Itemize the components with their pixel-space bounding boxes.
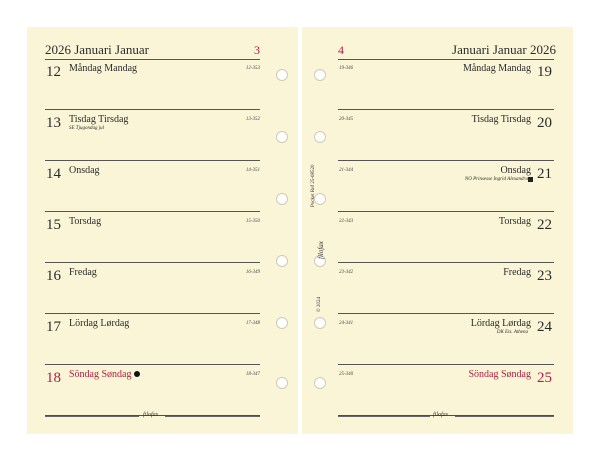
day-name: Onsdag — [69, 165, 100, 176]
day-of-year-code: 14-351 — [245, 168, 260, 173]
day-name: Onsdag — [500, 165, 531, 176]
day-name: Tisdag Tirsdag — [69, 114, 129, 125]
day-row — [27, 163, 298, 214]
binder-hole — [276, 193, 288, 205]
day-of-year-code: 24-341 — [339, 321, 354, 326]
binder-hole — [276, 317, 288, 329]
day-row — [302, 265, 573, 316]
day-bottom-rule — [338, 109, 554, 110]
day-bottom-rule — [338, 313, 554, 314]
right-footer-rule-a — [338, 416, 430, 417]
binder-hole — [314, 317, 326, 329]
day-row — [302, 112, 573, 163]
day-of-year-code: 23-342 — [339, 270, 354, 275]
day-of-year-code: 12-353 — [245, 66, 260, 71]
left-header-title: 2026 Januari Januar — [45, 42, 149, 57]
right-page — [302, 27, 573, 434]
left-header-rule — [45, 59, 260, 60]
day-of-year-code: 13-352 — [245, 117, 260, 122]
day-bottom-rule — [45, 364, 260, 365]
day-number: 24 — [537, 319, 552, 335]
day-number: 15 — [46, 217, 61, 233]
day-row — [302, 163, 573, 214]
day-name: Lördag Lørdag — [470, 318, 531, 329]
day-name: Söndag Søndag — [468, 369, 531, 380]
day-row — [27, 214, 298, 265]
binder-hole — [276, 377, 288, 389]
day-row — [302, 316, 573, 367]
day-number: 19 — [537, 64, 552, 80]
day-number: 22 — [537, 217, 552, 233]
day-of-year-code: 20-345 — [339, 117, 354, 122]
day-row — [302, 214, 573, 265]
center-logo: filofax — [317, 241, 325, 259]
day-row — [302, 61, 573, 112]
day-number: 16 — [46, 268, 61, 284]
right-week-number: 4 — [338, 43, 344, 57]
right-header-title: Januari Januar 2026 — [452, 42, 556, 57]
day-name: Lördag Lørdag — [69, 318, 130, 329]
day-row — [27, 265, 298, 316]
day-name: Tisdag Tirsdag — [471, 114, 531, 125]
day-name: Söndag Søndag — [69, 369, 132, 380]
left-footer-logo: filofax — [143, 412, 159, 418]
day-row — [27, 112, 298, 163]
day-number: 23 — [537, 268, 552, 284]
day-bottom-rule — [45, 313, 260, 314]
day-of-year-code: 21-344 — [339, 168, 354, 173]
day-name: Fredag — [503, 267, 531, 278]
day-of-year-code: 16-349 — [245, 270, 260, 275]
day-bottom-rule — [338, 160, 554, 161]
day-number: 14 — [46, 166, 61, 182]
center-copyright: © 2024 — [317, 296, 322, 312]
day-row — [302, 367, 573, 418]
day-number: 13 — [46, 115, 61, 131]
left-footer-rule-a — [45, 416, 139, 417]
day-number: 17 — [46, 319, 61, 335]
day-of-year-code: 22-343 — [339, 219, 354, 224]
day-bottom-rule — [338, 364, 554, 365]
day-of-year-code: 19-346 — [339, 66, 354, 71]
day-name: Måndag Mandag — [462, 63, 531, 74]
binder-hole — [314, 131, 326, 143]
day-row — [27, 367, 298, 418]
binder-hole — [276, 255, 288, 267]
day-name: Torsdag — [69, 216, 102, 227]
binder-hole — [314, 377, 326, 389]
center-ref: Pocket Ref 25-68520 — [311, 164, 316, 207]
left-footer-rule-b — [165, 416, 260, 417]
right-footer-rule-b — [455, 416, 554, 417]
binder-hole — [276, 131, 288, 143]
left-week-number: 3 — [254, 43, 260, 57]
day-of-year-code: 25-340 — [339, 372, 354, 377]
left-page — [27, 27, 298, 434]
day-name: Fredag — [69, 267, 97, 278]
day-name: Måndag Mandag — [69, 63, 138, 74]
day-bottom-rule — [45, 160, 260, 161]
day-bottom-rule — [45, 262, 260, 263]
day-of-year-code: 18-347 — [245, 372, 260, 377]
day-of-year-code: 15-350 — [245, 219, 260, 224]
day-number: 21 — [537, 166, 552, 182]
binder-hole — [314, 69, 326, 81]
binder-hole — [276, 69, 288, 81]
right-footer-logo: filofax — [433, 412, 449, 418]
day-bottom-rule — [338, 262, 554, 263]
day-row — [27, 316, 298, 367]
day-name: Torsdag — [498, 216, 531, 227]
new-moon-icon — [134, 371, 140, 377]
right-header-rule — [338, 59, 554, 60]
day-row — [27, 61, 298, 112]
day-bottom-rule — [45, 211, 260, 212]
day-number: 25 — [537, 370, 552, 386]
day-of-year-code: 17-348 — [245, 321, 260, 326]
holiday-note: DK Ets. Athena — [496, 330, 528, 335]
day-number: 20 — [537, 115, 552, 131]
day-number: 18 — [46, 370, 61, 386]
holiday-note: SE Tjugondag jul — [69, 126, 105, 131]
day-bottom-rule — [338, 211, 554, 212]
flag-icon — [528, 177, 533, 182]
day-number: 12 — [46, 64, 61, 80]
day-bottom-rule — [45, 109, 260, 110]
holiday-note: NO Prinsesse Ingrid Alexandra — [464, 177, 528, 182]
